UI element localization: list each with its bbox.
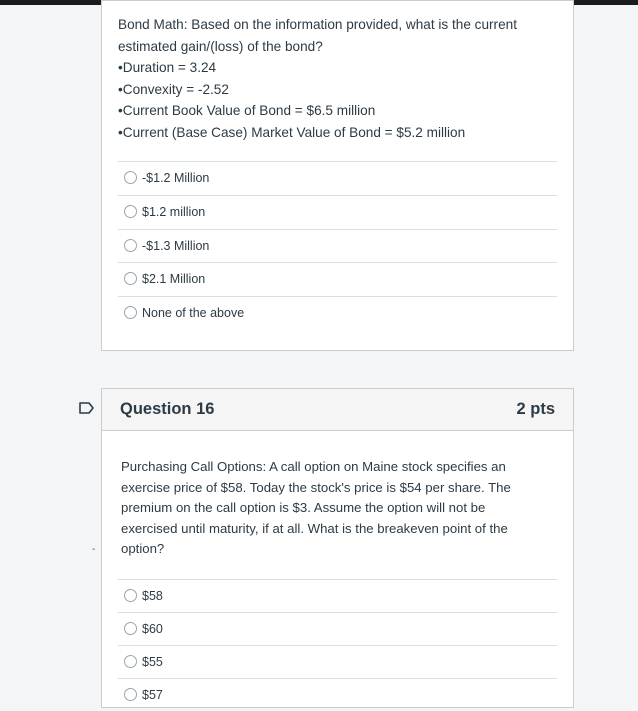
question-points: 2 pts: [516, 400, 555, 418]
question-header: [102, 389, 573, 431]
answer-option[interactable]: [118, 579, 557, 612]
radio-button[interactable]: [124, 622, 137, 635]
bullet-duration: •Duration = 3.24: [118, 60, 217, 75]
prompt-line: Bond Math: Based on the information provided, what is the current: [118, 17, 517, 32]
answer-label: -$1.2 Million: [142, 171, 210, 185]
question-16-card: [101, 388, 574, 708]
answer-option[interactable]: [118, 296, 557, 330]
margin-mark: -: [92, 544, 96, 555]
question-title: Question 16: [120, 400, 215, 418]
answer-label: $58: [142, 589, 163, 603]
bullet-convexity: •Convexity = -2.52: [118, 81, 229, 97]
radio-button[interactable]: [124, 655, 137, 668]
answer-option[interactable]: [118, 161, 557, 195]
bullet-market-value: •Current (Base Case) Market Value of Bond = $5.2 million: [118, 124, 466, 140]
answer-label: $57: [142, 688, 163, 702]
bullet-book-value: •Current Book Value of Bond = $6.5 million: [118, 103, 376, 118]
radio-button[interactable]: [124, 205, 137, 218]
answer-option[interactable]: [118, 195, 557, 229]
answer-label: $2.1 Million: [142, 272, 206, 287]
answer-option[interactable]: [118, 678, 557, 711]
flag-icon[interactable]: [79, 402, 94, 414]
answer-list: [118, 579, 557, 711]
radio-button[interactable]: [124, 589, 137, 602]
answer-option[interactable]: [118, 612, 557, 645]
question-15-prompt: [118, 14, 558, 143]
answer-label: $1.2 million: [142, 204, 206, 219]
radio-button[interactable]: [124, 171, 137, 184]
answer-label: None of the above: [142, 306, 245, 321]
radio-button[interactable]: [124, 239, 137, 252]
prompt-line: estimated gain/(loss) of the bond?: [118, 38, 323, 54]
answer-label: -$1.3 Million: [142, 238, 210, 253]
answer-option[interactable]: [118, 645, 557, 678]
question-15-card: [101, 0, 574, 351]
radio-button[interactable]: [124, 306, 137, 319]
answer-label: $55: [142, 655, 163, 669]
answer-option[interactable]: [118, 229, 557, 263]
radio-button[interactable]: [124, 688, 137, 701]
answer-label: $60: [142, 622, 163, 636]
radio-button[interactable]: [124, 272, 137, 285]
question-16-prompt: Purchasing Call Options: A call option on Maine stock specifies an exercise price of $58. Today the stock's price is $54 per share. The premium on the call option is $3. Assume the option will not be exercised until maturity, if at all. What is the breakeven point of the option?: [121, 459, 511, 557]
answer-option[interactable]: [118, 262, 557, 296]
answer-list: [118, 161, 557, 330]
